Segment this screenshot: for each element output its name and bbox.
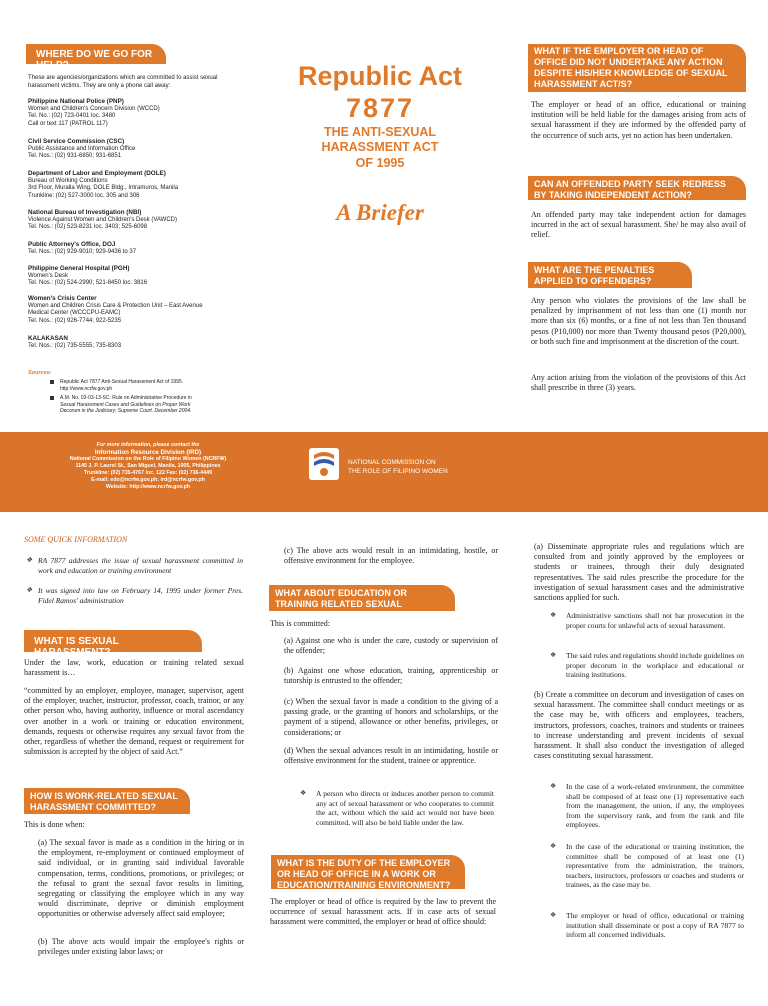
agency-name: National Bureau of Investigation (NBI) <box>28 209 142 216</box>
duty-a-note-1: ❖ Administrative sanctions shall not bar prosecution in the proper courts for unlawful acts of sexual harassment. <box>550 611 744 630</box>
agency-detail: Medical Center (WCCCPU-EAMC) <box>28 310 121 316</box>
duty-item-b: (b) Create a committee on decorum and investigation of cases on sexual harassment. The committee shall conduct meetings or as the case may be, with officers and employees, teachers, instructors, professors, coaches, trainors and students or trainees to increase understanding and prevent incidents of sexual harassment. It shall also conduct the investigation of alleged cases constituting sexual harassment. <box>534 690 744 761</box>
ncrfw-logo-icon <box>308 447 340 481</box>
what-is-sh-header: WHAT IS SEXUAL HARASSMENT? <box>24 630 202 652</box>
work-item-a: (a) The sexual favor is made as a condition in the hiring or in the employment, re-employment or continued employment of said individual, or in granting said individual favorable compensation, terms, conditions, promotions, or privileges; or the refusal to grant the sexual favor results in limiting, segregating or classifying the employee which in any way would discriminate, deprive or diminish employment opportunities or otherwise adversely affect said employee; <box>38 838 244 919</box>
agency-entry <box>28 295 278 325</box>
duty-item-a: (a) Disseminate appropriate rules and regulations which are consulted from and jointly approved by the employees or students or trainees, through their duly designated representatives. The said rules prescribe the procedure for the investigation of sexual harassment cases and the administrative sanctions applied for such. <box>534 542 744 603</box>
work-item-b: (b) The above acts would impair the employee's rights or privileges under existing labor laws; or <box>38 937 244 957</box>
agency-name: Department of Labor and Employment (DOLE) <box>28 170 166 177</box>
committed-text: This is committed: <box>270 619 330 628</box>
cover-title-2: 7877 <box>345 93 415 123</box>
agency-detail: Bureau of Working Conditions <box>28 177 108 184</box>
diamond-bullet-icon: ❖ <box>550 842 557 850</box>
agency-name: Philippine National Police (PNP) <box>28 98 124 105</box>
agency-detail: Women and Children Crisis Care & Protection Unit – East Avenue <box>28 302 203 309</box>
under-law-text: Under the law, work, education or training related sexual harassment is… <box>24 658 244 678</box>
cover-briefer: A Briefer <box>336 200 424 225</box>
done-when-text: This is done when: <box>24 820 85 829</box>
diamond-bullet-icon: ❖ <box>550 651 557 659</box>
sources-label: Sources: <box>28 370 52 376</box>
penalties-text: Any person who violates the provisions of the law shall be penalized by imprisonment of not less than one (1) month nor more than six (6) months, or a fine of not less than Ten thousand pesos (P10,000) nor more than Twenty thousand pesos (P20,000), or both such fine and imprisonment at the discretion of the court. <box>531 296 746 346</box>
how-committed-header: HOW IS WORK-RELATED SEXUAL HARASSMENT COMMITTED? <box>24 788 190 814</box>
agency-detail: Tel. Nos.: (02) 523-8231 loc. 3403; 525-6098 <box>28 224 148 230</box>
penalties-header: WHAT ARE THE PENALTIES APPLIED TO OFFENDERS? <box>528 262 692 288</box>
agency-detail: Tel. Nos.: (02) 929-9010; 929-9436 to 37 <box>28 248 137 255</box>
agency-entry <box>28 138 278 161</box>
ncrfw-name: NATIONAL COMMISSION ON THE ROLE OF FILIPINO WOMEN <box>348 459 448 475</box>
agency-entry <box>28 335 278 350</box>
agency-name: Women's Crisis Center <box>28 295 97 302</box>
agency-entry <box>28 98 278 128</box>
employer-duty-text: The employer or head of office is required by the law to prevent the occurrence of sexual harassment acts. If in case acts of sexual harassment were committed, the employer or head of office should: <box>270 897 496 927</box>
agency-detail: Tel. Nos.: (02) 524-2990; 521-8450 loc. 3816 <box>28 280 148 286</box>
duty-b-note-3: ❖ The employer or head of office, educational or training institution shall disseminate or post a copy of RA 7877 to inform all concerned individuals. <box>550 911 744 939</box>
cover-subtitle-3: OF 1995 <box>355 156 405 170</box>
contact-block: For more information, please contact the Information Resource Division (IRD) National Commission on the Role of Filipino Women (NCRFW) 1145 J. P. Laurel St., San Miguel, Manila, 1005, Philippines Trunkline: (02) 735-4767 loc. 122 Fax: (02) 736-4449 E-mail: edo@ncrfw.gov.ph; ird@ncrfw.gov.ph Website: http://www.ncrfw.gov.ph <box>69 442 227 490</box>
quick-info-item: ❖ It was signed into law on February 14, 1995 under former Pres. Fidel Ramos' administration <box>26 586 243 605</box>
agency-detail: Women's Desk <box>28 272 69 279</box>
employer-duty-header: WHAT IS THE DUTY OF THE EMPLOYER OR HEAD OF OFFICE IN A WORK OR EDUCATION/TRAINING ENVIRONMENT? <box>271 855 465 889</box>
bullet-square-icon <box>50 396 54 400</box>
agency-detail: Tel. Nos.: (02) 735-5555; 735-8303 <box>28 342 122 349</box>
diamond-bullet-icon: ❖ <box>550 782 557 790</box>
duty-b-note-1: ❖ In the case of a work-related environment, the committee shall be composed of at least one (1) representative each from the management, the union, if any, the employees from the supervisory rank, and from the rank and file employees. <box>550 782 744 829</box>
quick-info-title: SOME QUICK INFORMATION <box>24 535 128 544</box>
agency-detail: Public Assistance and Information Office <box>28 145 136 152</box>
agency-name: KALAKASAN <box>28 335 68 342</box>
agency-name: Philippine General Hospital (PGH) <box>28 265 130 272</box>
diamond-bullet-icon: ❖ <box>26 586 33 594</box>
agency-entry <box>28 265 278 288</box>
agency-detail: Tel. No.: (02) 723-0401 loc. 3480 <box>28 113 116 119</box>
help-intro: These are agencies/organizations which are committed to assist sexual harassment victims. They are only a phone call away: <box>28 75 218 89</box>
prescription-text: Any action arising from the violation of the provisions of this Act shall prescribe in three (3) years. <box>531 373 746 393</box>
diamond-bullet-icon: ❖ <box>26 556 33 564</box>
duty-a-note-2: ❖ The said rules and regulations should include guidelines on proper decorum in the workplace and educational or training institutions. <box>550 651 744 679</box>
education-sh-header: WHAT ABOUT EDUCATION OR TRAINING RELATED SEXUAL HARASSMENT? <box>269 585 455 611</box>
employer-liability-text: The employer or head of an office, educational or training institution will be held liable for the damages arising from acts of sexual harassment if they are informed by the offended party of the occurrence of such acts, yet no action has been undertaken. <box>531 100 746 140</box>
cover-title-1: Republic Act <box>297 61 463 91</box>
agency-entry <box>28 241 278 256</box>
agency-name: Public Attorney's Office, DOJ <box>28 241 116 248</box>
independent-action-header: CAN AN OFFENDED PARTY SEEK REDRESS BY TAKING INDEPENDENT ACTION? <box>528 176 746 200</box>
edu-item-c: (c) When the sexual favor is made a condition to the giving of a passing grade, or the granting of honors and scholarships, or the payment of a stipend, allowance or other benefits, privileges, or considerations; or <box>284 697 498 737</box>
quick-info-item: ❖ RA 7877 addresses the issue of sexual harassment committed in work and education or training environment <box>26 556 243 575</box>
work-item-c: (c) The above acts would result in an intimidating, hostile, or offensive environment for the employee. <box>284 546 498 566</box>
agency-entry <box>28 209 278 232</box>
source-item: Republic Act 7877 Anti-Sexual Harassment Act of 1995. http://www.ncrfw.gov.ph <box>50 379 260 392</box>
agency-detail: Violence Against Women and Children's Desk (VAWCD) <box>28 216 177 223</box>
agency-detail: Trunkline: (02) 527-3000 loc. 305 and 306 <box>28 192 140 199</box>
edu-item-d: (d) When the sexual advances result in an intimidating, hostile or offensive environment for the student, trainee or apprentice. <box>284 746 498 766</box>
agency-name: Civil Service Commission (CSC) <box>28 138 125 145</box>
source-item: A.M. No. 03-03-13-SC: Rule on Administrative Procedure in Sexual Harassment Cases and Guidelines on Proper Work Decorum in the Judiciary; Supreme Court. December 2004. <box>50 395 260 415</box>
independent-action-text: An offended party may take independent action for damages incurred in the act of sexual harassment. She/ he may also avail of relief. <box>531 210 746 240</box>
edu-item-a: (a) Against one who is under the care, custody or supervision of the offender; <box>284 636 498 656</box>
employer-no-action-header: WHAT IF THE EMPLOYER OR HEAD OF OFFICE DID NOT UNDERTAKE ANY ACTION DESPITE HIS/HER KNOWLEDGE OF SEXUAL HARASSMENT ACT/S? <box>528 44 746 92</box>
agency-detail: Tel. Nos.: (02) 926-7744; 922-5235 <box>28 317 122 324</box>
agency-entry <box>28 170 278 200</box>
cover-subtitle-2: HARASSMENT ACT <box>321 140 439 154</box>
diamond-bullet-icon: ❖ <box>300 789 307 797</box>
cover-subtitle-1: THE ANTI-SEXUAL <box>323 125 437 139</box>
diamond-bullet-icon: ❖ <box>550 911 557 919</box>
agency-detail: Call or text 117 (PATROL 117) <box>28 120 108 127</box>
bullet-square-icon <box>50 380 54 384</box>
agency-detail: Tel. Nos.: (02) 931-6850; 931-6851 <box>28 153 122 159</box>
diamond-bullet-icon: ❖ <box>550 611 557 619</box>
edu-item-b: (b) Against one whose education, training, apprenticeship or tutorship is entrusted to the offender; <box>284 666 498 686</box>
inducer-liability-note: ❖ A person who directs or induces another person to commit any act of sexual harassment or who cooperates to commit the act, without which the said act would not have been committed, will also be held liable under the law. <box>300 789 494 827</box>
definition-quote: “committed by an employer, employee, manager, supervisor, agent of the employer, teacher, instructor, professor, coach, trainor, or any other person who, having authority, influence or moral ascendancy over another in a work or training or education environment, demands, requests or otherwise requires any sexual favor from the other, regardless of whether the demand, request or requirement for submission is accepted by the object of said Act.” <box>24 686 244 757</box>
where-help-header: WHERE DO WE GO FOR HELP? <box>26 44 166 64</box>
agency-detail: Women and Children's Concern Division (WCCD) <box>28 105 160 112</box>
duty-b-note-2: ❖ In the case of the educational or training institution, the committee shall be composed of at least one (1) representative from the administration, the trainors, teachers, instructors, professors or coaches and students or trainees, as the case may be. <box>550 842 744 889</box>
agency-detail: 3rd Floor, Muralla Wing, DOLE Bldg., Intramuros, Manila <box>28 185 179 191</box>
